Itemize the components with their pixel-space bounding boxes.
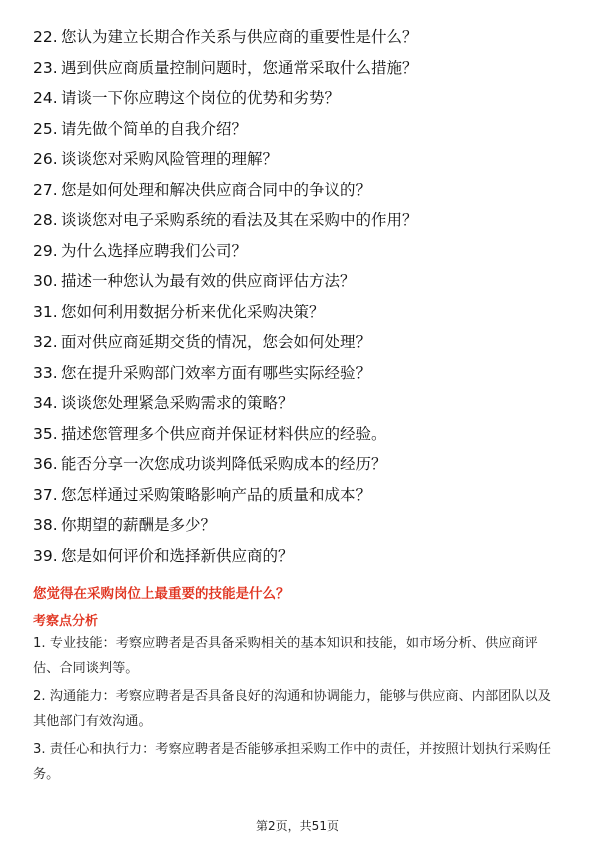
question-text: 您认为建立长期合作关系与供应商的重要性是什么？: [61, 28, 418, 46]
question-item-22: [33, 22, 573, 53]
question-number: 29.: [33, 241, 58, 260]
question-item-35: [33, 419, 573, 450]
question-number: 25.: [33, 119, 58, 138]
analysis-heading: 考察点分析: [33, 614, 99, 629]
question-number: 23.: [33, 58, 58, 77]
question-item-24: [33, 83, 573, 114]
question-item-27: [33, 175, 573, 206]
question-text: 您是如何评价和选择新供应商的？: [61, 546, 294, 565]
question-text: 您是如何处理和解决供应商合同中的争议的？: [61, 180, 372, 199]
question-text: 谈谈您对电子采购系统的看法及其在采购中的作用？: [61, 211, 418, 229]
page-footer: 第2页，共51页: [256, 819, 339, 833]
question-number: 34.: [33, 394, 58, 412]
question-text: 您在提升采购部门效率方面有哪些实际经验？: [61, 363, 372, 382]
question-text: 面对供应商延期交货的情况，您会如何处理？: [61, 333, 372, 351]
question-item-23: [33, 53, 573, 84]
question-number: 31.: [33, 302, 58, 321]
question-item-26: [33, 144, 573, 175]
question-item-29: [33, 236, 573, 267]
question-number: 35.: [33, 424, 58, 443]
question-number: 30.: [33, 272, 58, 290]
question-number: 38.: [33, 516, 58, 534]
question-text: 请先做个简单的自我介绍？: [61, 119, 248, 138]
question-item-25: [33, 114, 573, 145]
question-number: 28.: [33, 211, 58, 229]
question-item-31: [33, 297, 573, 328]
question-number: 36.: [33, 455, 58, 473]
featured-question: 您觉得在采购岗位上最重要的技能是什么？: [33, 586, 290, 602]
question-number: 37.: [33, 485, 58, 504]
question-text: 你期望的薪酬是多少？: [61, 516, 217, 534]
question-text: 描述一种您认为最有效的供应商评估方法？: [61, 272, 356, 290]
question-number: 39.: [33, 546, 58, 565]
question-number: 24.: [33, 89, 58, 107]
question-item-36: [33, 449, 573, 480]
question-item-39: [33, 541, 573, 572]
question-text: 请谈一下你应聘这个岗位的优势和劣势？: [61, 89, 341, 107]
analysis-list: [33, 632, 563, 791]
question-number: 22.: [33, 28, 58, 46]
question-text: 为什么选择应聘我们公司？: [61, 241, 248, 260]
question-text: 能否分享一次您成功谈判降低采购成本的经历？: [61, 455, 387, 473]
question-item-38: [33, 510, 573, 541]
question-text: 遇到供应商质量控制问题时，您通常采取什么措施？: [61, 58, 418, 77]
analysis-item-communication: 2. 沟通能力：考察应聘者是否具备良好的沟通和协调能力，能够与供应商、内部团队以及其他部门有效沟通。: [33, 689, 551, 729]
question-text: 谈谈您对采购风险管理的理解？: [61, 150, 279, 168]
question-number: 26.: [33, 150, 58, 168]
question-text: 您怎样通过采购策略影响产品的质量和成本？: [61, 485, 372, 504]
question-text: 描述您管理多个供应商并保证材料供应的经验。: [61, 424, 387, 443]
question-list: [33, 22, 573, 571]
question-item-28: [33, 205, 573, 236]
question-number: 33.: [33, 363, 58, 382]
question-item-34: [33, 388, 573, 419]
question-number: 32.: [33, 333, 58, 351]
question-item-37: [33, 480, 573, 511]
question-text: 谈谈您处理紧急采购需求的策略？: [61, 394, 294, 412]
question-item-33: [33, 358, 573, 389]
analysis-item-professional-skills: 1. 专业技能：考察应聘者是否具备采购相关的基本知识和技能，如市场分析、供应商评估、合同谈判等。: [33, 636, 538, 676]
question-text: 您如何利用数据分析来优化采购决策？: [61, 302, 325, 321]
question-item-30: [33, 266, 573, 297]
question-number: 27.: [33, 180, 58, 199]
analysis-item-responsibility: 3. 责任心和执行力：考察应聘者是否能够承担采购工作中的责任，并按照计划执行采购任务。: [33, 742, 551, 782]
question-item-32: [33, 327, 573, 358]
